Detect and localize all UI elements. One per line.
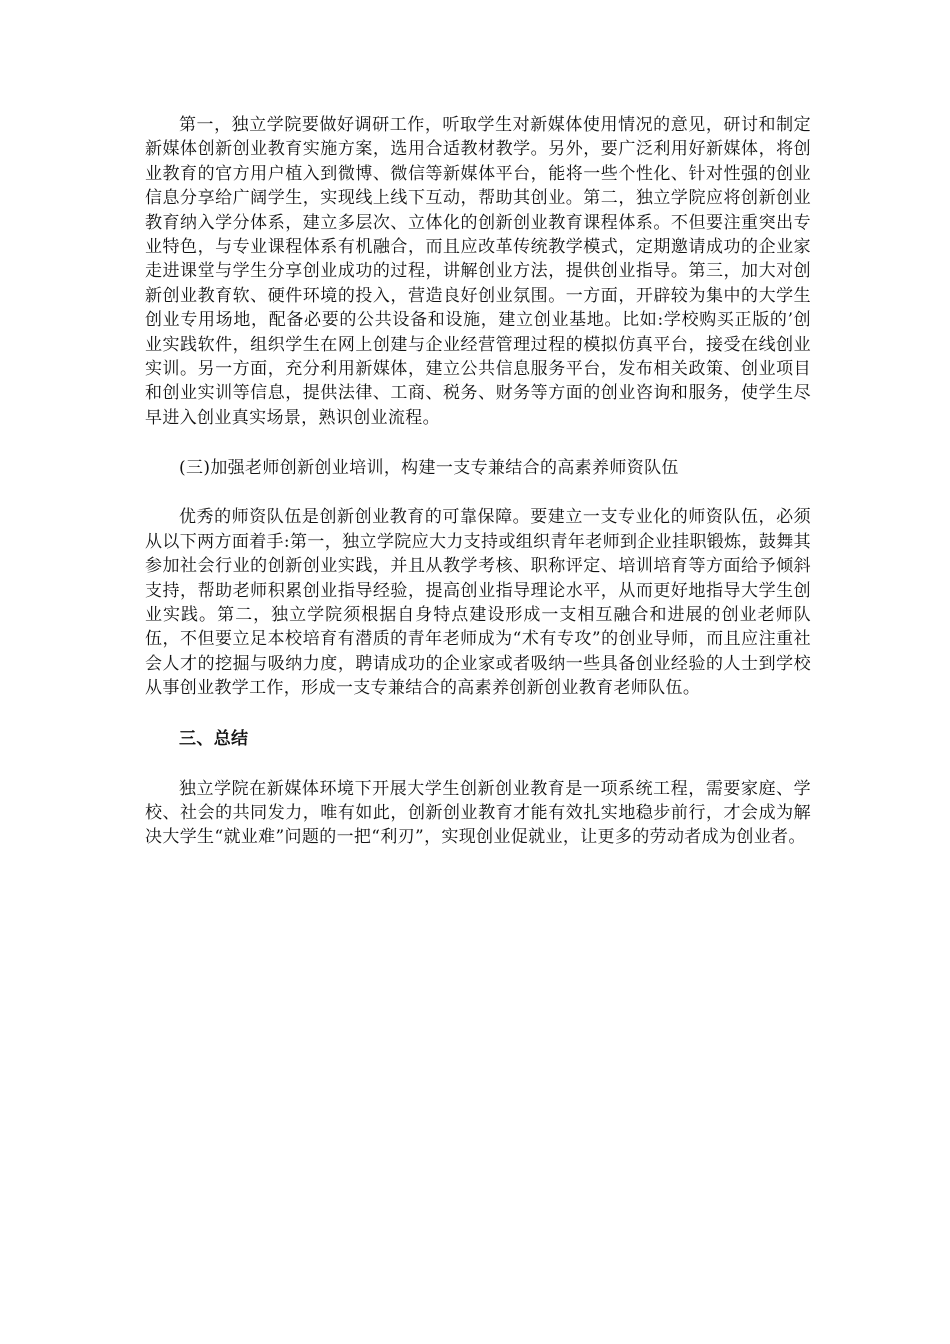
paragraph-teaching-staff: 优秀的师资队伍是创新创业教育的可靠保障。要建立一支专业化的师资队伍，必须从以下两方面着手:第一，独立学院应大力支持或组织青年老师到企业挂职锻炼，鼓舞其参加社会行业的创新创业实践，并且从教学考核、职称评定、培训培育等方面给予倾斜支持，帮助老师积累创业指导经验，提高创业指导理论水平，从而更好地指导大学生创业实践。第二，独立学院须根据自身特点建设形成一支相互融合和进展的创业老师队伍，不但要立足本校培育有潜质的青年老师成为“术有专攻”的创业导师，而且应注重社会人才的挖掘与吸纳力度，聘请成功的企业家或者吸纳一些具备创业经验的人士到学校从事创业教学工作，形成一支专兼结合的高素养创新创业教育老师队伍。 [145, 507, 811, 699]
paragraph-conclusion: 独立学院在新媒体环境下开展大学生创新创业教育是一项系统工程，需要家庭、学校、社会的共同发力，唯有如此，创新创业教育才能有效扎实地稳步前行，才会成为解决大学生“就业难”问题的一把“利刃”，实现创业促就业，让更多的劳动者成为创业者。 [145, 778, 811, 848]
spacer [145, 751, 811, 777]
spacer [145, 480, 811, 505]
subheading-teacher-training: (三)加强老师创新创业培训，构建一支专兼结合的高素养师资队伍 [179, 458, 679, 479]
spacer [145, 430, 811, 456]
spacer [145, 701, 811, 727]
document-body [145, 113, 811, 850]
section-title-summary: 三、总结 [179, 728, 249, 749]
paragraph-curriculum-and-platforms: 第一，独立学院要做好调研工作，听取学生对新媒体使用情况的意见，研讨和制定新媒体创新创业教育实施方案，选用合适教材教学。另外，要广泛利用好新媒体，将创业教育的官方用户植入到微博、微信等新媒体平台，能将一些个性化、针对性强的创业信息分享给广阔学生，实现线上线下互动，帮助其创业。第二，独立学院应将创新创业教育纳入学分体系，建立多层次、立体化的创新创业教育课程体系。不但要注重突出专业特色，与专业课程体系有机融合，而且应改革传统教学模式，定期邀请成功的企业家走进课堂与学生分享创业成功的过程，讲解创业方法，提供创业指导。第三，加大对创新创业教育软、硬件环境的投入，营造良好创业氛围。一方面，开辟较为集中的大学生创业专用场地，配备必要的公共设备和设施，建立创业基地。比如:学校购买正版的’创业实践软件，组织学生在网上创建与企业经营管理过程的模拟仿真平台，接受在线创业实训。另一方面，充分利用新媒体，建立公共信息服务平台，发布相关政策、创业项目和创业实训等信息，提供法律、工商、税务、财务等方面的创业咨询和服务，使学生尽早进入创业真实场景，熟识创业流程。 [145, 115, 811, 428]
